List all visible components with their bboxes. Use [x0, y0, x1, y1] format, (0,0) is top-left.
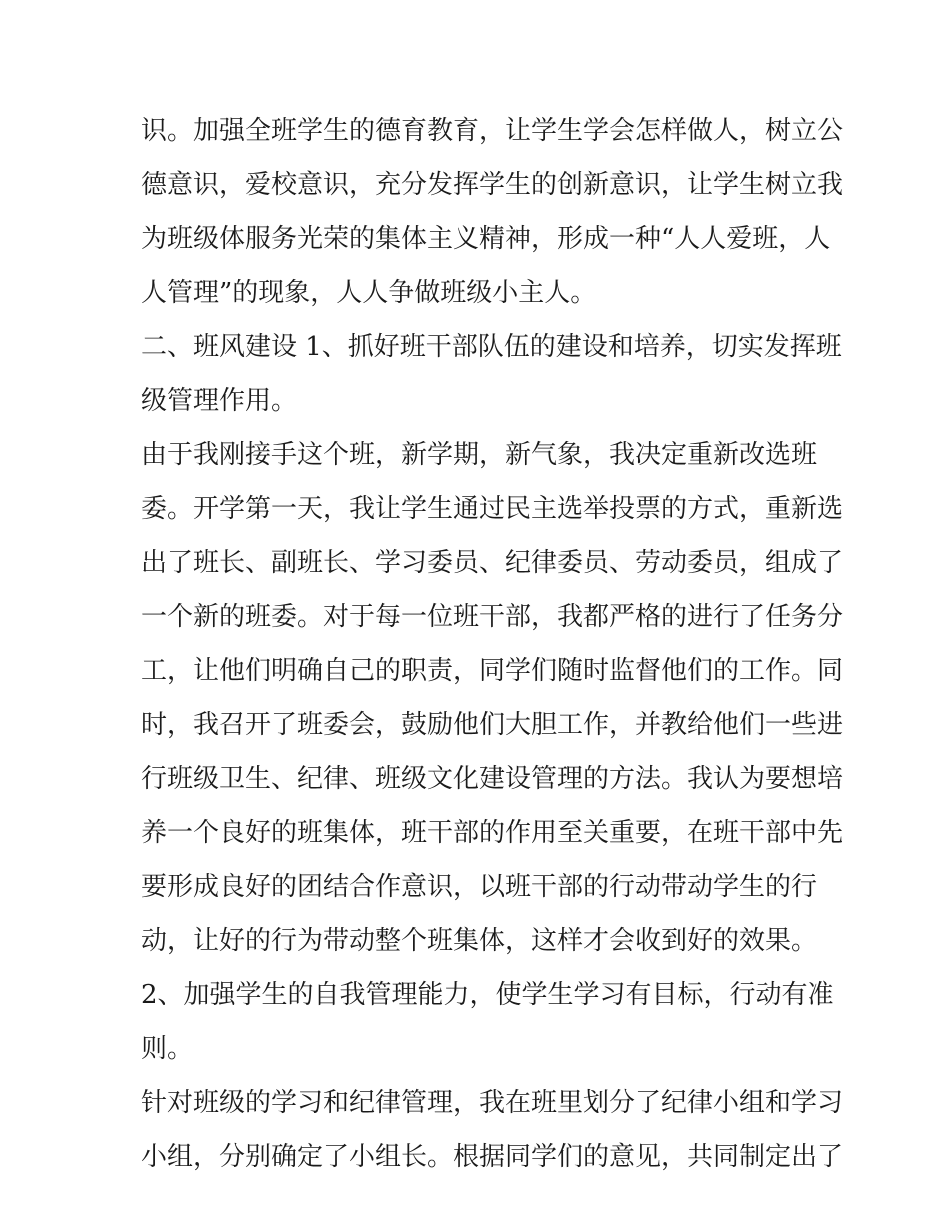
text-line: 则。: [141, 1034, 194, 1064]
text-line: 为班级体服务光荣的集体主义精神，形成一种“人人爱班，人: [141, 224, 831, 254]
document-body: [141, 104, 844, 1184]
text-line: 时，我召开了班委会，鼓励他们大胆工作，并教给他们一些进: [141, 710, 844, 740]
text-line: 出了班长、副班长、学习委员、纪律委员、劳动委员，组成了: [141, 548, 844, 578]
text-line: 针对班级的学习和纪律管理，我在班里划分了纪律小组和学习: [141, 1088, 844, 1118]
text-line: 工，让他们明确自己的职责，同学们随时监督他们的工作。同: [141, 656, 844, 686]
text-line: 要形成良好的团结合作意识，以班干部的行动带动学生的行: [141, 872, 818, 902]
text-line: 委。开学第一天，我让学生通过民主选举投票的方式，重新选: [141, 494, 844, 524]
text-line: 一个新的班委。对于每一位班干部，我都严格的进行了任务分: [141, 602, 844, 632]
text-line: 德意识，爱校意识，充分发挥学生的创新意识，让学生树立我: [141, 170, 844, 200]
text-line: 小组，分别确定了小组长。根据同学们的意见，共同制定出了: [141, 1142, 844, 1172]
text-line: 二、班风建设 1、抓好班干部队伍的建设和培养，切实发挥班: [141, 332, 842, 362]
text-line: 识。加强全班学生的德育教育，让学生学会怎样做人，树立公: [141, 116, 844, 146]
text-line: 级管理作用。: [141, 386, 298, 416]
text-line: 养一个良好的班集体，班干部的作用至关重要，在班干部中先: [141, 818, 844, 848]
text-line: 动，让好的行为带动整个班集体，这样才会收到好的效果。: [141, 926, 818, 956]
text-line: 行班级卫生、纪律、班级文化建设管理的方法。我认为要想培: [141, 764, 844, 794]
text-line: 人管理”的现象，人人争做班级小主人。: [141, 278, 597, 308]
text-line: 由于我刚接手这个班，新学期，新气象，我决定重新改选班: [141, 440, 818, 470]
text-line: 2、加强学生的自我管理能力，使学生学习有目标，行动有准: [141, 980, 834, 1010]
